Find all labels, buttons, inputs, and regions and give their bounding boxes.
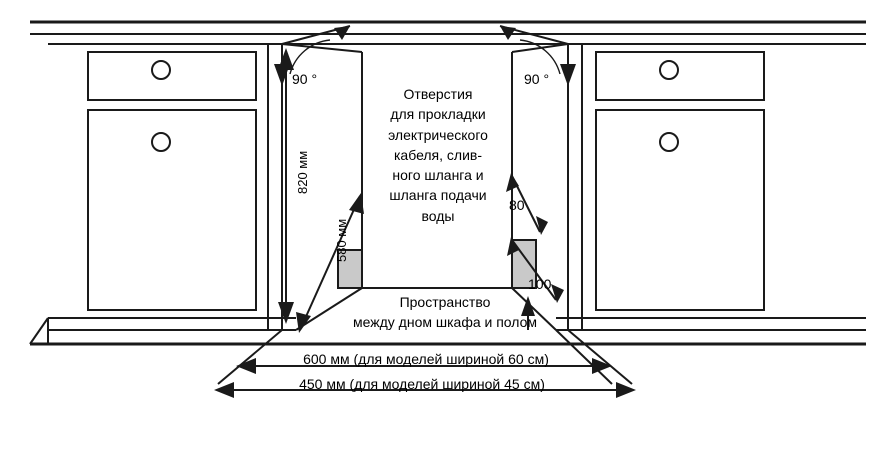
width-600-label: 600 мм (для моделей шириной 60 см): [303, 351, 549, 367]
depth-dimension-label: 580 мм: [334, 218, 349, 262]
floor-gap-note-line-1: Пространство: [399, 294, 491, 310]
width-450-label: 450 мм (для моделей шириной 45 см): [299, 376, 545, 392]
openings-note-line-7: воды: [421, 207, 455, 224]
height-dimension-label: 820 мм: [295, 150, 310, 194]
openings-note-line-4: кабеля, слив-: [393, 146, 483, 163]
floor-gap-note: [318, 292, 572, 333]
openings-note-line-1: Отверстия: [403, 86, 473, 102]
openings-note-line-6: шланга подачи: [389, 187, 487, 204]
openings-note-line-5: ного шланга и: [392, 167, 484, 184]
angle-label-left: 90 °: [292, 71, 318, 87]
dimension-100-label: 100: [528, 276, 552, 292]
openings-note-line-3: электрического: [388, 126, 488, 143]
openings-note-line-2: для прокладки: [390, 106, 486, 123]
openings-note: [372, 84, 504, 226]
angle-label-right: 90 °: [524, 71, 550, 87]
dimension-80-label: 80: [509, 197, 525, 213]
floor-gap-note-line-2: между дном шкафа и полом: [352, 314, 538, 331]
